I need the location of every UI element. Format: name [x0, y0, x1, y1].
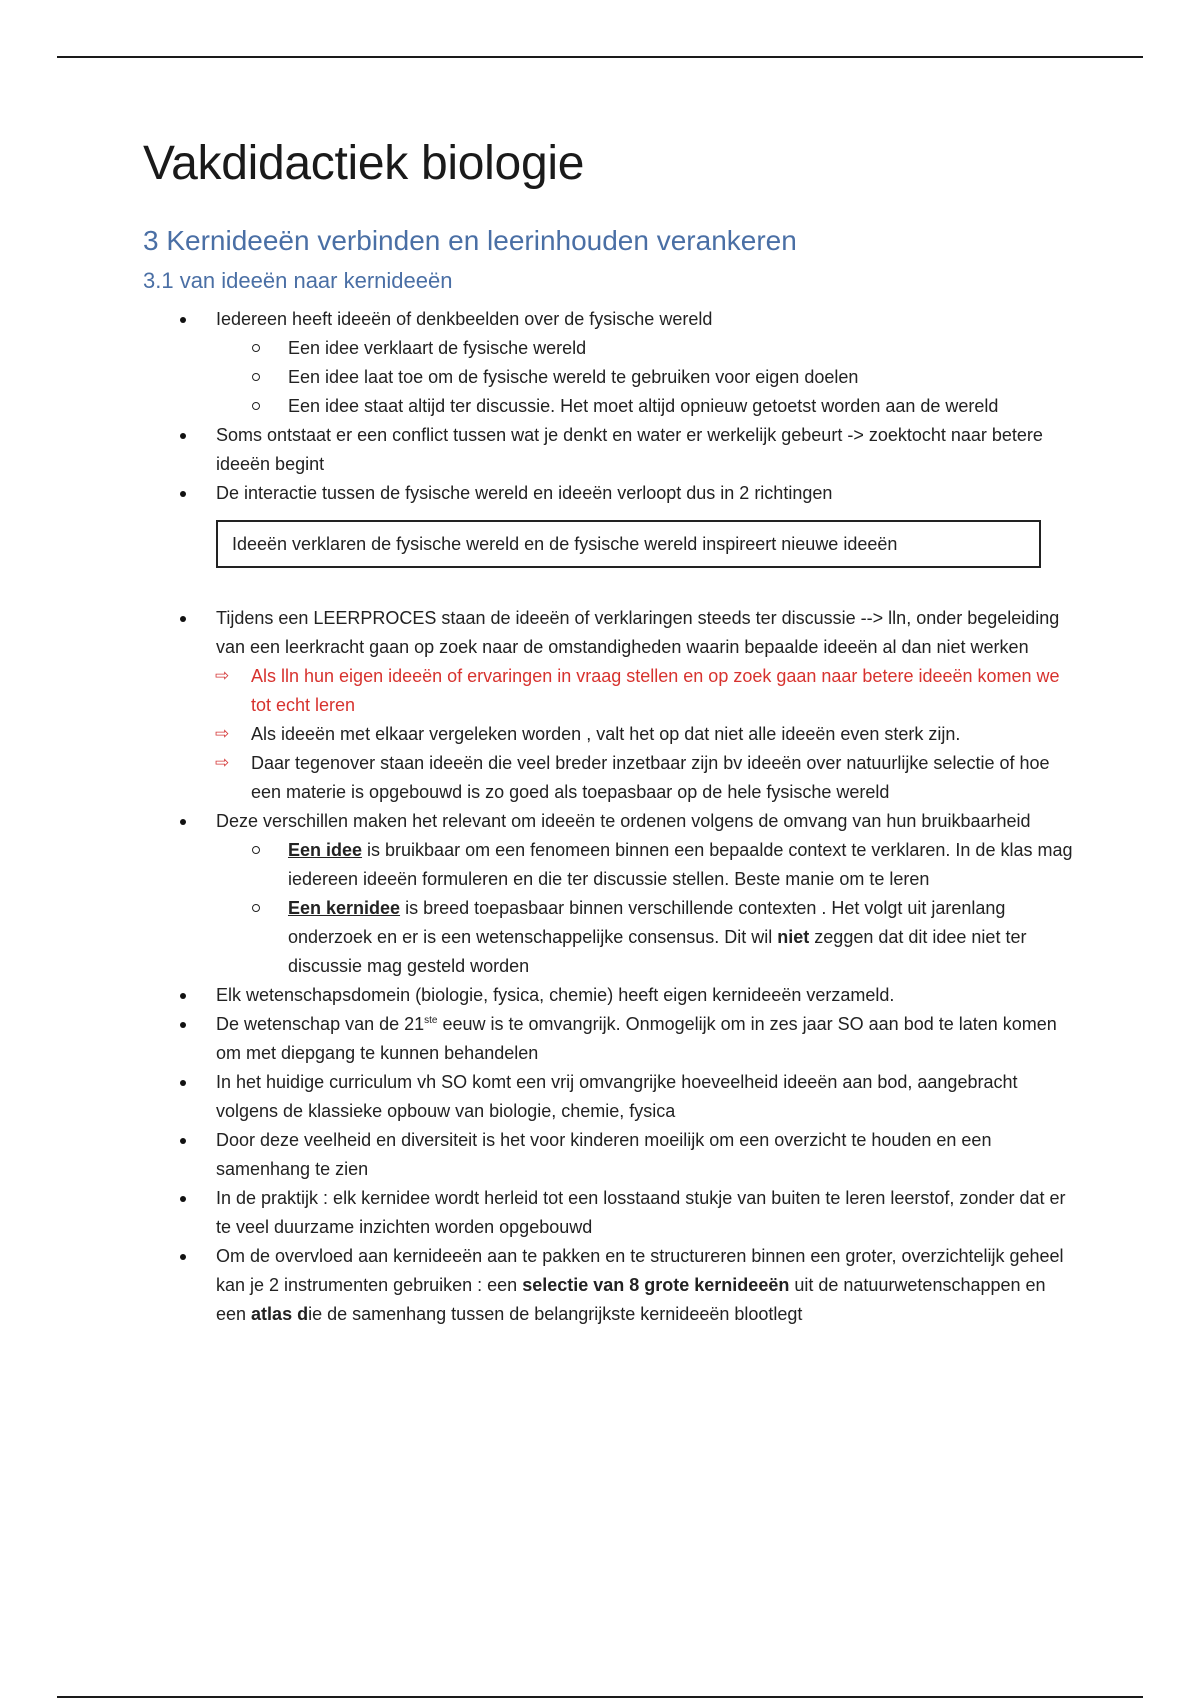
- list-item: [143, 1010, 1073, 1068]
- highlight-box: Ideeën verklaren de fysische wereld en de fysische wereld inspireert nieuwe ideeën: [216, 520, 1041, 568]
- arrow-item: [143, 662, 1073, 720]
- arrow-item: [143, 720, 1073, 749]
- list-item: In de praktijk : elk kernidee wordt herleid tot een losstaand stukje van buiten te leren leerstof, zonder dat er te veel duurzame inzichten worden opgebouwd: [143, 1184, 1073, 1242]
- bottom-rule: [57, 1696, 1143, 1698]
- arrow-item-text: Als ideeën met elkaar vergeleken worden , valt het op dat niet alle ideeën even sterk zijn.: [251, 723, 961, 744]
- document-body: [143, 137, 1073, 1329]
- sub-list-item: Een idee staat altijd ter discussie. Het moet altijd opnieuw getoetst worden aan de wereld: [143, 392, 1073, 421]
- list-item: Tijdens een LEERPROCES staan de ideeën of verklaringen steeds ter discussie --> lln, onder begeleiding van een leerkracht gaan op zoek naar de omstandigheden waarin bepaalde ideeën al dan niet werken: [143, 604, 1073, 662]
- arrow-right-icon: ⇨: [215, 665, 230, 686]
- arrow-item-text: Als lln hun eigen ideeën of ervaringen in vraag stellen en op zoek gaan naar betere ideeën komen we tot echt leren: [251, 665, 1060, 715]
- list-item: Iedereen heeft ideeën of denkbeelden over de fysische wereld: [143, 305, 1073, 334]
- list-item: In het huidige curriculum vh SO komt een vrij omvangrijke hoeveelheid ideeën aan bod, aangebracht volgens de klassieke opbouw van biologie, chemie, fysica: [143, 1068, 1073, 1126]
- term-idee: Een idee: [288, 839, 363, 860]
- list-item: Deze verschillen maken het relevant om ideeën te ordenen volgens de omvang van hun bruikbaarheid: [143, 807, 1073, 836]
- arrow-right-icon: ⇨: [215, 752, 230, 773]
- list-item-text: De wetenschap van de 21: [216, 1013, 425, 1034]
- term-kernidee-text: is breed toepasbaar binnen verschillende contexten . Het volgt uit jarenlang onderzoek en er is een wetenschappelijke consensus. Dit wil: [288, 897, 1006, 947]
- top-rule: [57, 56, 1143, 58]
- list-item: Door deze veelheid en diversiteit is het voor kinderen moeilijk om een overzicht te houden en een samenhang te zien: [143, 1126, 1073, 1184]
- emphasis-selectie: selectie van 8 grote kernideeën: [522, 1274, 790, 1295]
- sub-list-item: Een idee verklaart de fysische wereld: [143, 334, 1073, 363]
- list-item-text: ie de samenhang tussen de belangrijkste kernideeën blootlegt: [308, 1303, 803, 1324]
- arrow-item-text: Daar tegenover staan ideeën die veel breder inzetbaar zijn bv ideeën over natuurlijke selectie of hoe een materie is opgebouwd is zo goed als toepasbaar op de hele fysische wereld: [251, 752, 1050, 802]
- list-item: [143, 1242, 1073, 1329]
- arrow-right-icon: ⇨: [215, 723, 230, 744]
- term-idee-text: is bruikbaar om een fenomeen binnen een bepaalde context te verklaren. In de klas mag iedereen ideeën formuleren en die ter discussie stellen. Beste manie om te leren: [288, 839, 1073, 889]
- sub-list-item: Een idee laat toe om de fysische wereld te gebruiken voor eigen doelen: [143, 363, 1073, 392]
- list-item-text: uit de natuurwetenschappen en een: [216, 1274, 1046, 1324]
- list-item-text: Om de overvloed aan kernideeën aan te pakken en te structureren binnen een groter, overzichtelijk geheel kan je 2 instrumenten gebruiken : een: [216, 1245, 1064, 1295]
- superscript: ste: [424, 1014, 438, 1026]
- list-item-text: eeuw is te omvangrijk. Onmogelijk om in zes jaar SO aan bod te laten komen om met diepgang te kunnen behandelen: [216, 1013, 1057, 1063]
- emphasis-atlas: atlas d: [251, 1303, 309, 1324]
- term-kernidee-text-end: zeggen dat dit idee niet ter discussie mag gesteld worden: [288, 926, 1027, 976]
- section-heading: 3.1 van ideeën naar kernideeën: [143, 267, 453, 293]
- term-kernidee: Een kernidee: [288, 897, 401, 918]
- arrow-item: [143, 749, 1073, 807]
- list-item: De interactie tussen de fysische wereld en ideeën verloopt dus in 2 richtingen: [143, 479, 1073, 508]
- chapter-heading: 3 Kernideeën verbinden en leerinhouden verankeren: [143, 225, 797, 256]
- list-item: Soms ontstaat er een conflict tussen wat je denkt en water er werkelijk gebeurt -> zoektocht naar betere ideeën begint: [143, 421, 1073, 479]
- sub-list-item-idee: [143, 836, 1073, 894]
- list-item: Elk wetenschapsdomein (biologie, fysica, chemie) heeft eigen kernideeën verzameld.: [143, 981, 1073, 1010]
- page-title: Vakdidactiek biologie: [143, 137, 585, 190]
- emphasis-niet: niet: [777, 926, 810, 947]
- sub-list-item-kernidee: [143, 894, 1073, 981]
